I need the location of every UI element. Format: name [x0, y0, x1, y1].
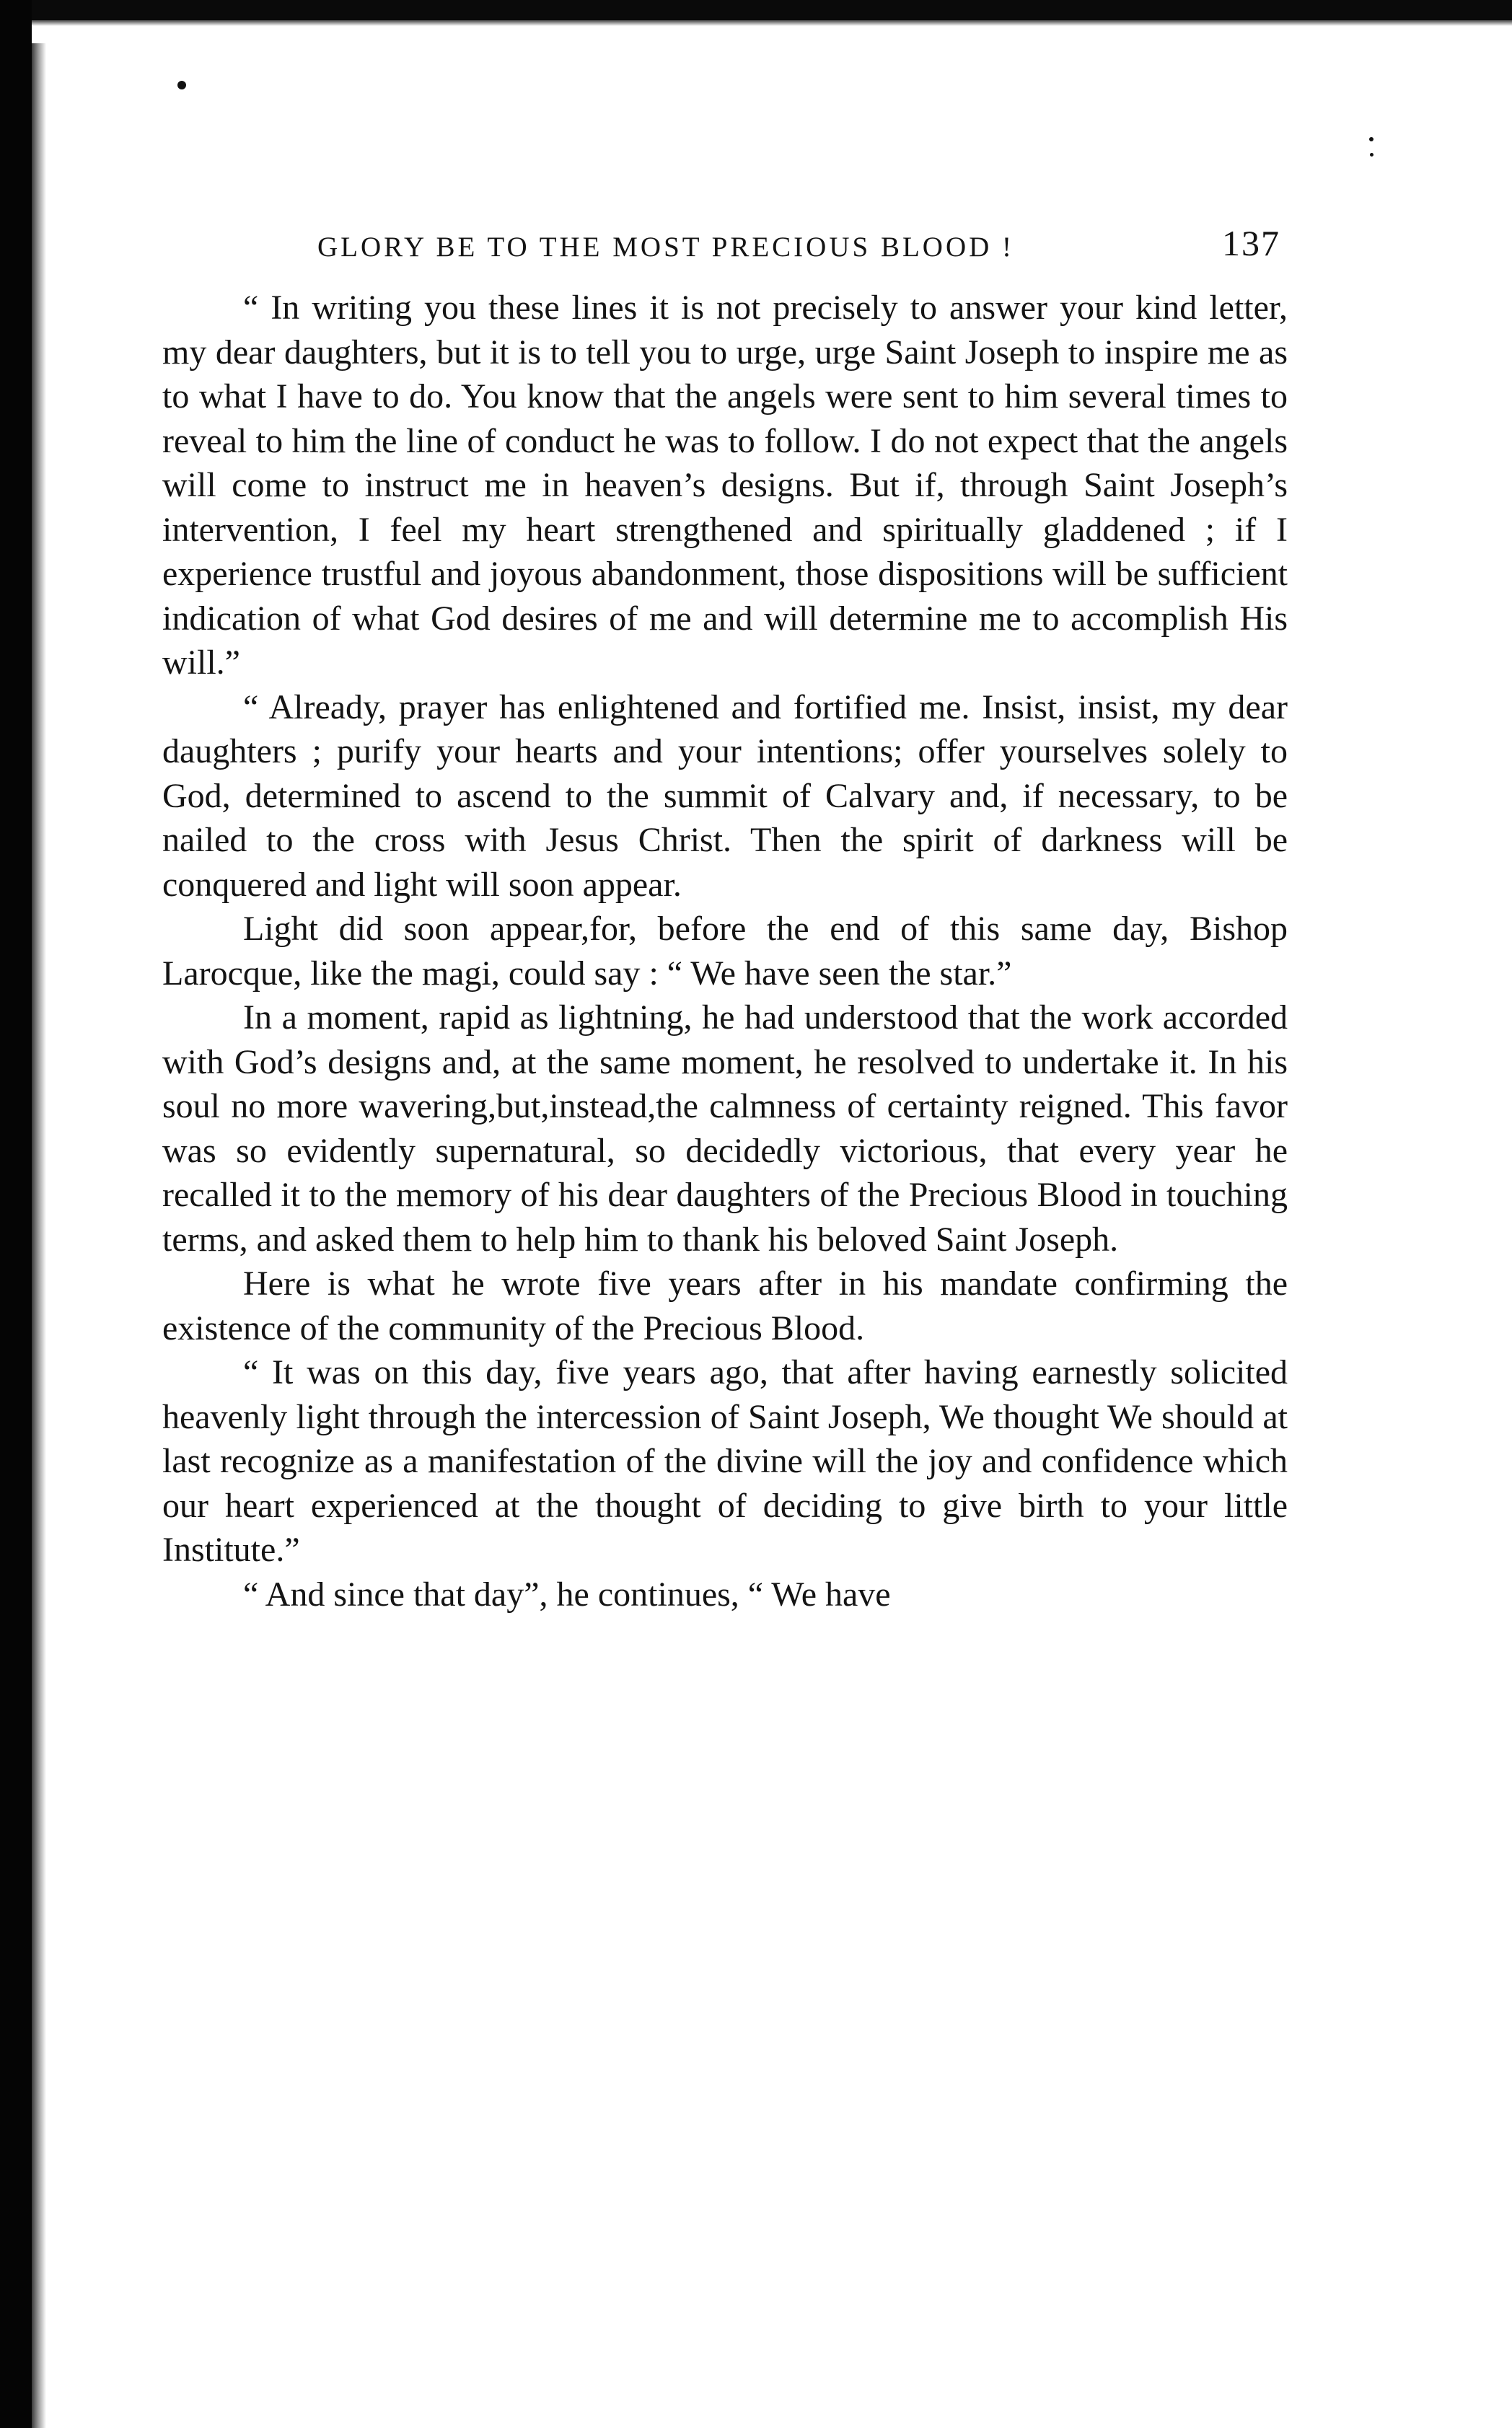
paragraph-mandate-quote: “ It was on this day, five years ago, that after having earnestly solicited heavenly light through the intercession of Saint Joseph, We thought We should at last recognize as a manifestation of the divine will the joy and confidence which our heart experienced at the thought of deciding to give birth to your little Institute.”	[162, 1353, 1288, 1569]
paragraph-continues: “ And since that day”, he continues, “ We have	[243, 1575, 891, 1614]
scan-speck	[1370, 153, 1373, 157]
body-text	[162, 286, 1288, 1617]
scan-top-border	[0, 0, 1512, 20]
scan-left-binding-shadow	[32, 43, 46, 2428]
scan-speck	[177, 81, 186, 89]
book-page	[162, 216, 1288, 1617]
scan-speck	[1369, 137, 1373, 141]
running-head-title: GLORY BE TO THE MOST PRECIOUS BLOOD !	[317, 232, 1015, 263]
scan-top-shadow	[0, 20, 1512, 26]
running-head	[162, 216, 1288, 267]
paragraph-mandate-intro: Here is what he wrote five years after in his mandate confirming the existence of the community of the Precious Blood.	[162, 1264, 1288, 1347]
paragraph-light-appeared: Light did soon appear,for, before the end of this same day, Bishop Larocque, like the magi, could say : “ We have seen the star.”	[162, 910, 1288, 993]
paragraph-in-a-moment: In a moment, rapid as lightning, he had understood that the work accorded with God’s designs and, at the same moment, he resolved to undertake it. In his soul no more wavering,but,instead,the calmness of certainty reigned. This favor was so evidently supernatural, so decidedly victorious, that every year he recalled it to the memory of his dear daughters of the Precious Blood in touching terms, and asked them to help him to thank his beloved Saint Joseph.	[162, 998, 1288, 1259]
paragraph-already-prayer: “ Already, prayer has enlightened and fortified me. Insist, insist, my dear daughters ; purify your hearts and your intentions; offer yourselves solely to God, determined to ascend to the summit of Calvary and, if necessary, to be nailed to the cross with Jesus Christ. Then the spirit of darkness will be conquered and light will soon appear.	[162, 687, 1288, 904]
scan-left-binding-edge	[0, 0, 32, 2428]
page-number: 137	[1222, 223, 1280, 263]
paragraph-letter-quote: “ In writing you these lines it is not precisely to answer your kind letter, my dear daughters, but it is to tell you to urge, urge Saint Joseph to inspire me as to what I have to do. You know that the angels were sent to him several times to reveal to him the line of conduct he was to follow. I do not expect that the angels will come to instruct me in heaven’s designs. But if, through Saint Joseph’s intervention, I feel my heart strengthened and spiritually gladdened ; if I experience trustful and joyous abandonment, those dispositions will be sufficient indication of what God desires of me and will determine me to accomplish His will.”	[162, 289, 1288, 682]
